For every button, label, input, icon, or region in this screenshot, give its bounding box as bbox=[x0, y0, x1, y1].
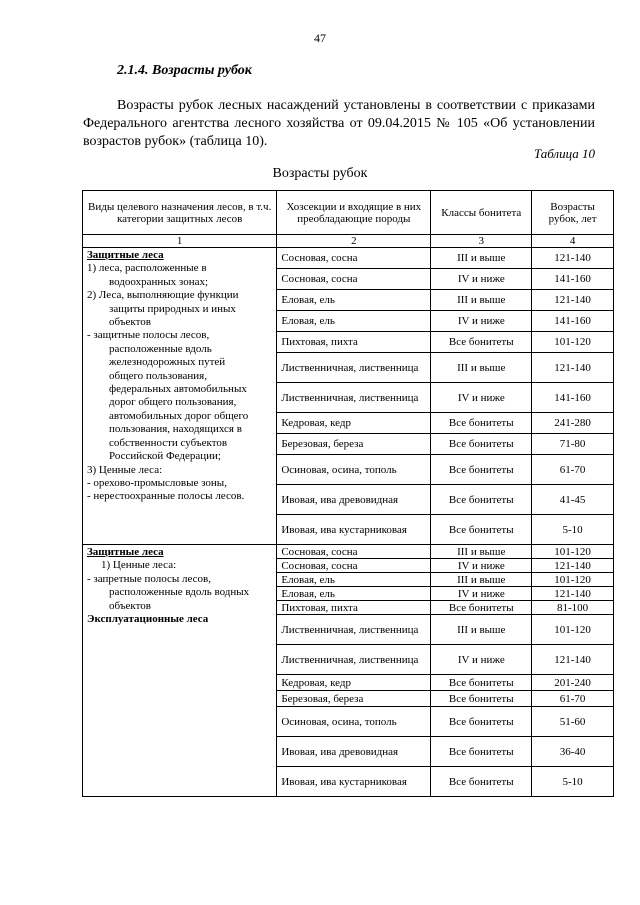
age-cell: 51-60 bbox=[532, 707, 614, 737]
purpose-line: 1) леса, расположенные в bbox=[87, 262, 207, 275]
purpose-line: - защитные полосы лесов, bbox=[87, 329, 210, 342]
purpose-line: - орехово-промысловые зоны, bbox=[87, 476, 227, 489]
intro-paragraph: Возрасты рубок лесных насаждений установлены в соответствии с приказами Федерального агентства лесного хозяйства от 09.04.2015 № 105 «Об установлении возрастов рубок» (таблица 10). bbox=[83, 98, 595, 149]
class-cell: Все бонитеты bbox=[431, 485, 532, 515]
species-cell: Сосновая, сосна bbox=[277, 545, 431, 559]
class-cell: Все бонитеты bbox=[431, 707, 532, 737]
age-cell: 141-160 bbox=[532, 311, 614, 332]
age-cell: 241-280 bbox=[532, 413, 614, 434]
table-label: Таблица 10 bbox=[533, 146, 595, 161]
age-cell: 81-100 bbox=[532, 601, 614, 615]
age-cell: 121-140 bbox=[532, 353, 614, 383]
group1-body bbox=[83, 248, 614, 545]
table-row bbox=[83, 248, 614, 269]
header-species: Хозсекции и входящие в них преобладающие породы bbox=[277, 191, 431, 235]
age-cell: 121-140 bbox=[532, 290, 614, 311]
header-class: Классы бонитета bbox=[431, 191, 532, 235]
col-number: 1 bbox=[83, 235, 277, 248]
age-cell: 101-120 bbox=[532, 545, 614, 559]
class-cell: IV и ниже bbox=[431, 383, 532, 413]
age-cell: 71-80 bbox=[532, 434, 614, 455]
age-cell: 121-140 bbox=[532, 248, 614, 269]
class-cell: Все бонитеты bbox=[431, 601, 532, 615]
page-number: 47 bbox=[314, 31, 326, 45]
age-cell: 141-160 bbox=[532, 383, 614, 413]
purpose-line: - нерестоохранные полосы лесов. bbox=[87, 490, 245, 503]
species-cell: Ивовая, ива кустарниковая bbox=[277, 767, 431, 797]
species-cell: Кедровая, кедр bbox=[277, 413, 431, 434]
species-cell: Еловая, ель bbox=[277, 587, 431, 601]
purpose-line: объектов bbox=[109, 599, 151, 612]
class-cell: Все бонитеты bbox=[431, 332, 532, 353]
species-cell: Сосновая, сосна bbox=[277, 559, 431, 573]
purpose-line: Эксплуатационные леса bbox=[87, 613, 209, 626]
age-cell: 101-120 bbox=[532, 615, 614, 645]
age-cell: 101-120 bbox=[532, 332, 614, 353]
purpose-line: 1) Ценные леса: bbox=[101, 559, 177, 572]
class-cell: Все бонитеты bbox=[431, 767, 532, 797]
purpose-line: железнодорожных путей bbox=[109, 356, 226, 369]
age-cell: 61-70 bbox=[532, 691, 614, 707]
species-cell: Березовая, береза bbox=[277, 434, 431, 455]
col-number: 2 bbox=[277, 235, 431, 248]
species-cell: Лиственничная, лиственница bbox=[277, 383, 431, 413]
header-purpose: Виды целевого назначения лесов, в т.ч. категории защитных лесов bbox=[83, 191, 277, 235]
species-cell: Осиновая, осина, тополь bbox=[277, 707, 431, 737]
section-heading: 2.1.4. Возрасты рубок bbox=[117, 63, 252, 78]
age-cell: 36-40 bbox=[532, 737, 614, 767]
age-cell: 5-10 bbox=[532, 515, 614, 545]
species-cell: Еловая, ель bbox=[277, 311, 431, 332]
species-cell: Кедровая, кедр bbox=[277, 675, 431, 691]
class-cell: III и выше bbox=[431, 248, 532, 269]
species-cell: Ивовая, ива древовидная bbox=[277, 485, 431, 515]
purpose-line: защиты природных и иных bbox=[109, 302, 236, 315]
purpose-line: федеральных автомобильных bbox=[109, 383, 247, 396]
class-cell: Все бонитеты bbox=[431, 675, 532, 691]
class-cell: IV и ниже bbox=[431, 587, 532, 601]
group2-body bbox=[83, 545, 614, 797]
age-cell: 201-240 bbox=[532, 675, 614, 691]
purpose-line: пользования, находящихся в bbox=[109, 423, 242, 436]
class-cell: III и выше bbox=[431, 545, 532, 559]
purpose-cell bbox=[83, 248, 277, 545]
class-cell: IV и ниже bbox=[431, 269, 532, 290]
age-cell: 121-140 bbox=[532, 587, 614, 601]
purpose-line: автомобильных дорог общего bbox=[109, 409, 249, 422]
class-cell: Все бонитеты bbox=[431, 737, 532, 767]
species-cell: Сосновая, сосна bbox=[277, 248, 431, 269]
class-cell: III и выше bbox=[431, 615, 532, 645]
purpose-line: 2) Леса, выполняющие функции bbox=[87, 289, 239, 302]
class-cell: III и выше bbox=[431, 353, 532, 383]
class-cell: III и выше bbox=[431, 573, 532, 587]
species-cell: Ивовая, ива древовидная bbox=[277, 737, 431, 767]
col-number: 4 bbox=[532, 235, 614, 248]
age-cell: 5-10 bbox=[532, 767, 614, 797]
purpose-line: расположенные вдоль bbox=[109, 342, 212, 355]
class-cell: Все бонитеты bbox=[431, 515, 532, 545]
age-cell: 121-140 bbox=[532, 559, 614, 573]
class-cell: Все бонитеты bbox=[431, 691, 532, 707]
species-cell: Лиственничная, лиственница bbox=[277, 615, 431, 645]
age-cell: 121-140 bbox=[532, 645, 614, 675]
species-cell: Еловая, ель bbox=[277, 290, 431, 311]
age-cell: 41-45 bbox=[532, 485, 614, 515]
class-cell: III и выше bbox=[431, 290, 532, 311]
purpose-line: 3) Ценные леса: bbox=[87, 463, 163, 476]
cutting-age-table bbox=[82, 190, 614, 797]
class-cell: IV и ниже bbox=[431, 645, 532, 675]
header-age: Возрасты рубок, лет bbox=[532, 191, 614, 235]
purpose-line: расположенные вдоль водных bbox=[109, 586, 250, 599]
purpose-cell bbox=[83, 545, 277, 797]
species-cell: Ивовая, ива кустарниковая bbox=[277, 515, 431, 545]
table-row bbox=[83, 545, 614, 559]
col-number: 3 bbox=[431, 235, 532, 248]
class-cell: Все бонитеты bbox=[431, 434, 532, 455]
species-cell: Еловая, ель bbox=[277, 573, 431, 587]
species-cell: Лиственничная, лиственница bbox=[277, 353, 431, 383]
table-title: Возрасты рубок bbox=[272, 166, 368, 181]
purpose-line: собственности субъектов bbox=[109, 436, 228, 449]
purpose-line: общего пользования, bbox=[109, 369, 207, 382]
species-cell: Лиственничная, лиственница bbox=[277, 645, 431, 675]
species-cell: Пихтовая, пихта bbox=[277, 332, 431, 353]
age-cell: 141-160 bbox=[532, 269, 614, 290]
purpose-line: Российской Федерации; bbox=[109, 450, 221, 463]
species-cell: Осиновая, осина, тополь bbox=[277, 455, 431, 485]
purpose-line: дорог общего пользования, bbox=[109, 396, 237, 409]
purpose-line: объектов bbox=[109, 316, 151, 329]
class-cell: Все бонитеты bbox=[431, 455, 532, 485]
species-cell: Пихтовая, пихта bbox=[277, 601, 431, 615]
class-cell: Все бонитеты bbox=[431, 413, 532, 434]
species-cell: Березовая, береза bbox=[277, 691, 431, 707]
class-cell: IV и ниже bbox=[431, 559, 532, 573]
age-cell: 61-70 bbox=[532, 455, 614, 485]
purpose-line: Защитные леса bbox=[87, 546, 164, 558]
age-cell: 101-120 bbox=[532, 573, 614, 587]
class-cell: IV и ниже bbox=[431, 311, 532, 332]
purpose-line: водоохранных зонах; bbox=[109, 275, 209, 288]
purpose-line: - запретные полосы лесов, bbox=[87, 572, 211, 585]
species-cell: Сосновая, сосна bbox=[277, 269, 431, 290]
purpose-line: Защитные леса bbox=[87, 249, 164, 261]
